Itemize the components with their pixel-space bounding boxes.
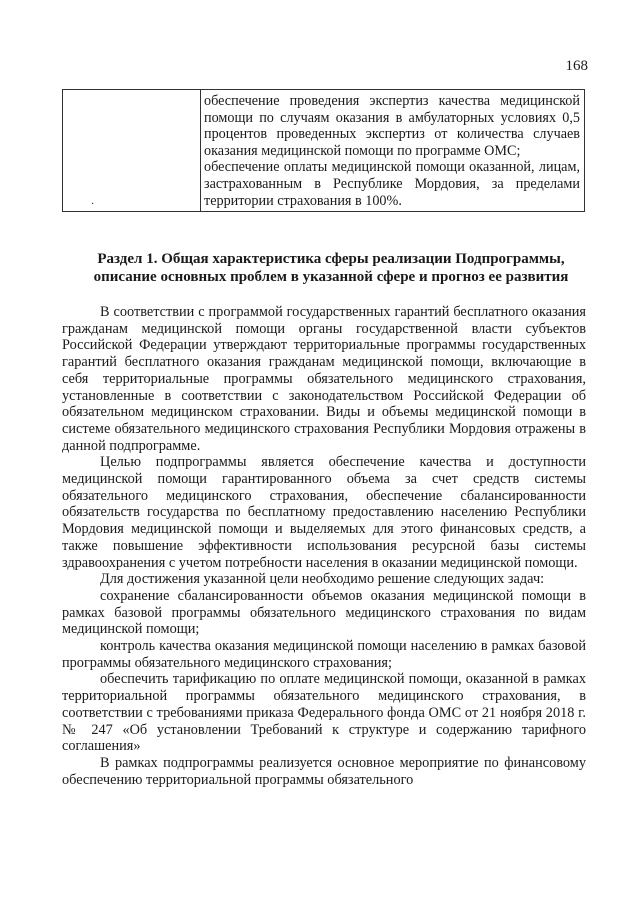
paragraph: Целью подпрограммы является обеспечение качества и доступности медицинской помощи гарантированного объема за счет средств системы обязательного медицинского страхования, обеспечение сбалансированности обязательств государства по бесплатному предоставлению населению Республики Мордовия медицинской помощи и выделяемых для этого финансовых средств, а также повышение эффективности использования ресурсной базы системы здравоохранения с учетом потребности населения в оказании медицинской помощи. [62,454,586,571]
paragraph: обеспечить тарификацию по оплате медицинской помощи, оказанной в рамках территориальной программы обязательного медицинского страхования, в соответствии с требованиями приказа Федерального фонда ОМС от 21 ноября 2018 г. № 247 «Об установлении Требований к структуре и содержанию тарифного соглашения» [62,671,586,755]
paragraph: В соответствии с программой государственных гарантий бесплатного оказания гражданам медицинской помощи органы государственной власти субъектов Российской Федерации утверждают территориальные программы государственных гарантий бесплатного оказания гражданам медицинской помощи, включающие в себя территориальные программы обязательного медицинского страхования, установленные в соответствии с законодательством Российской Федерации об обязательном медицинском страховании. Виды и объемы медицинской помощи в системе обязательного медицинского страхования Республики Мордовия отражены в данной подпрограмме. [62,304,586,454]
table-cell-paragraph: обеспечение оплаты медицинской помощи оказанной, лицам, застрахованным в Республике Мордовия, за пределами территории страхования в 100%. [204,159,580,209]
paragraph: контроль качества оказания медицинской помощи населению в рамках базовой программы обязательного медицинского страхования; [62,638,586,671]
table-cell-right [201,90,585,212]
paragraph: В рамках подпрограммы реализуется основное мероприятие по финансовому обеспечению территориальной программы обязательного [62,754,586,788]
body-text [62,304,586,788]
table-cell-left [63,90,201,212]
table-row [63,90,585,212]
continuation-table [62,89,585,212]
paragraph: сохранение сбалансированности объемов оказания медицинской помощи в рамках базовой программы обязательного медицинского страхования по видам медицинской помощи; [62,587,586,638]
page-number: 168 [565,58,588,74]
section-heading: Раздел 1. Общая характеристика сферы реализации Подпрограммы, описание основных проблем в указанной сфере и прогноз ее развития [93,251,569,285]
paragraph: Для достижения указанной цели необходимо решение следующих задач: [100,571,545,588]
cell-mark: · [91,199,95,210]
table-cell-paragraph: обеспечение проведения экспертиз качества медицинской помощи по случаям оказания в амбулаторных условиях 0,5 процентов проведенных экспертиз от количества случаев оказания медицинской помощи по программе ОМС; [204,93,580,159]
